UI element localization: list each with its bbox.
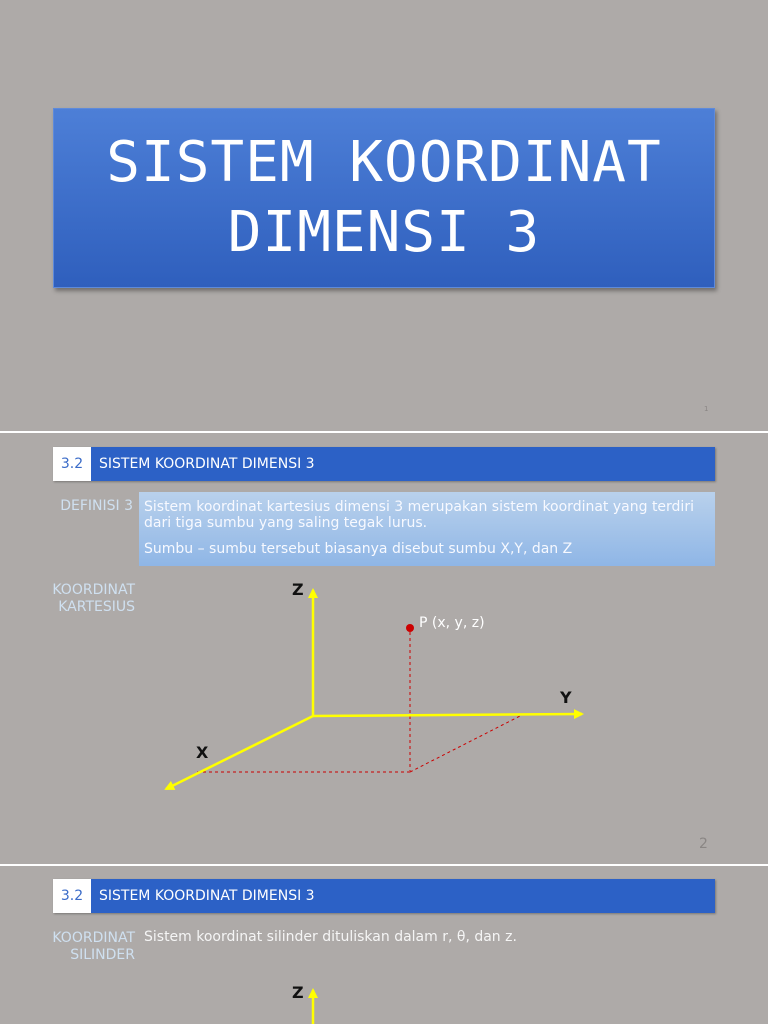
section-label-line-2: SILINDER	[70, 947, 135, 963]
definition-label: DEFINISI 3	[60, 498, 133, 514]
cylindrical-description: Sistem koordinat silinder dituliskan dalam r, θ, dan z.	[144, 929, 517, 945]
cylindrical-diagram	[0, 866, 768, 1024]
title-box	[53, 108, 715, 288]
dashed-y-line	[410, 715, 522, 772]
slide-2	[0, 433, 768, 864]
slide-3	[0, 866, 768, 1024]
x-axis-line	[166, 716, 313, 789]
slide-title: SISTEM KOORDINAT DIMENSI 3	[106, 130, 662, 265]
definition-line-3: Sumbu – sumbu tersebut biasanya disebut sumbu X,Y, dan Z	[144, 541, 573, 557]
definition-line-2: dari tiga sumbu yang saling tegak lurus.	[144, 515, 428, 531]
section-label-line-1: KOORDINAT	[52, 930, 135, 946]
cartesian-diagram	[0, 433, 768, 864]
slide-1	[0, 0, 768, 431]
definition-line-1: Sistem koordinat kartesius dimensi 3 merupakan sistem koordinat yang terdiri	[144, 499, 694, 515]
z-axis-label: Z	[292, 580, 304, 599]
point-p-label: P (x, y, z)	[419, 615, 485, 631]
y-axis-label: Y	[560, 688, 572, 707]
page-number: 1	[704, 405, 709, 413]
point-p-dot	[406, 624, 414, 632]
section-title: SISTEM KOORDINAT DIMENSI 3	[99, 456, 315, 472]
x-axis-label: X	[196, 743, 209, 762]
section-label-line-1: KOORDINAT	[52, 582, 135, 598]
section-label-line-2: KARTESIUS	[58, 599, 135, 615]
section-number: 3.2	[53, 879, 91, 913]
section-number: 3.2	[53, 447, 91, 481]
section-title: SISTEM KOORDINAT DIMENSI 3	[99, 888, 315, 904]
z-axis-label: Z	[292, 983, 304, 1002]
y-axis-line	[313, 714, 582, 716]
page-number: 2	[699, 836, 708, 852]
